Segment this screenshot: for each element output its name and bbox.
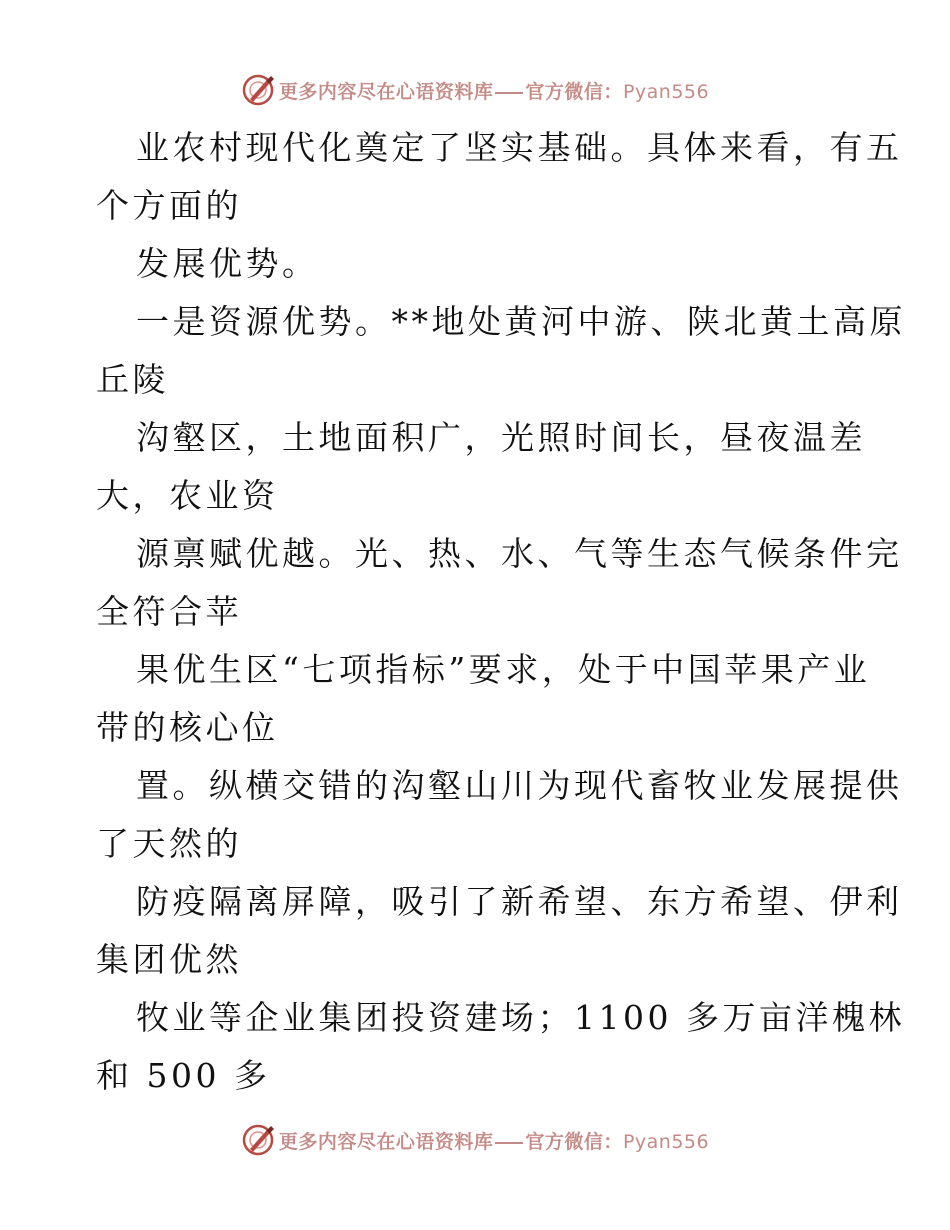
text-line: 全符合苹 — [96, 592, 242, 631]
text-line: 源禀赋优越。光、热、水、气等生态气候条件完 — [136, 534, 903, 573]
text-line: 丘陵 — [96, 360, 169, 399]
logo-icon — [241, 1123, 275, 1157]
text-line: 大，农业资 — [96, 476, 279, 515]
text-line: 果优生区“七项指标”要求，处于中国苹果产业 — [136, 650, 871, 689]
text-line: 置。纵横交错的沟壑山川为现代畜牧业发展提供 — [136, 766, 903, 805]
watermark-banner-top — [0, 70, 950, 110]
text-line: 业农村现代化奠定了坚实基础。具体来看，有五 — [136, 128, 903, 167]
watermark-site-text: 更多内容尽在心语资料库 — [278, 80, 494, 103]
text-line: 一是资源优势。**地处黄河中游、陕北黄土高原 — [136, 302, 906, 341]
text-line: 集团优然 — [96, 940, 242, 979]
logo-icon — [241, 73, 275, 107]
watermark-site-text: 更多内容尽在心语资料库 — [278, 1130, 494, 1153]
text-line: 个方面的 — [96, 186, 242, 225]
text-line: 牧业等企业集团投资建场；1100 多万亩洋槐林 — [136, 998, 905, 1037]
watermark-channel-text: 官方微信： — [525, 1130, 623, 1153]
watermark-wechat-id: Pyan556 — [622, 80, 710, 103]
watermark-dash — [495, 1142, 523, 1144]
watermark-channel-text: 官方微信： — [525, 80, 623, 103]
watermark-wechat-id: Pyan556 — [622, 1130, 710, 1153]
text-line: 沟壑区，土地面积广，光照时间长，昼夜温差 — [136, 418, 866, 457]
text-line: 和 500 多 — [96, 1056, 271, 1095]
watermark-banner-bottom — [0, 1120, 950, 1160]
text-line: 发展优势。 — [136, 244, 319, 283]
text-line: 带的核心位 — [96, 708, 279, 747]
text-line: 了天然的 — [96, 824, 242, 863]
watermark-dash — [495, 92, 523, 94]
text-line: 防疫隔离屏障，吸引了新希望、东方希望、伊利 — [136, 882, 903, 921]
